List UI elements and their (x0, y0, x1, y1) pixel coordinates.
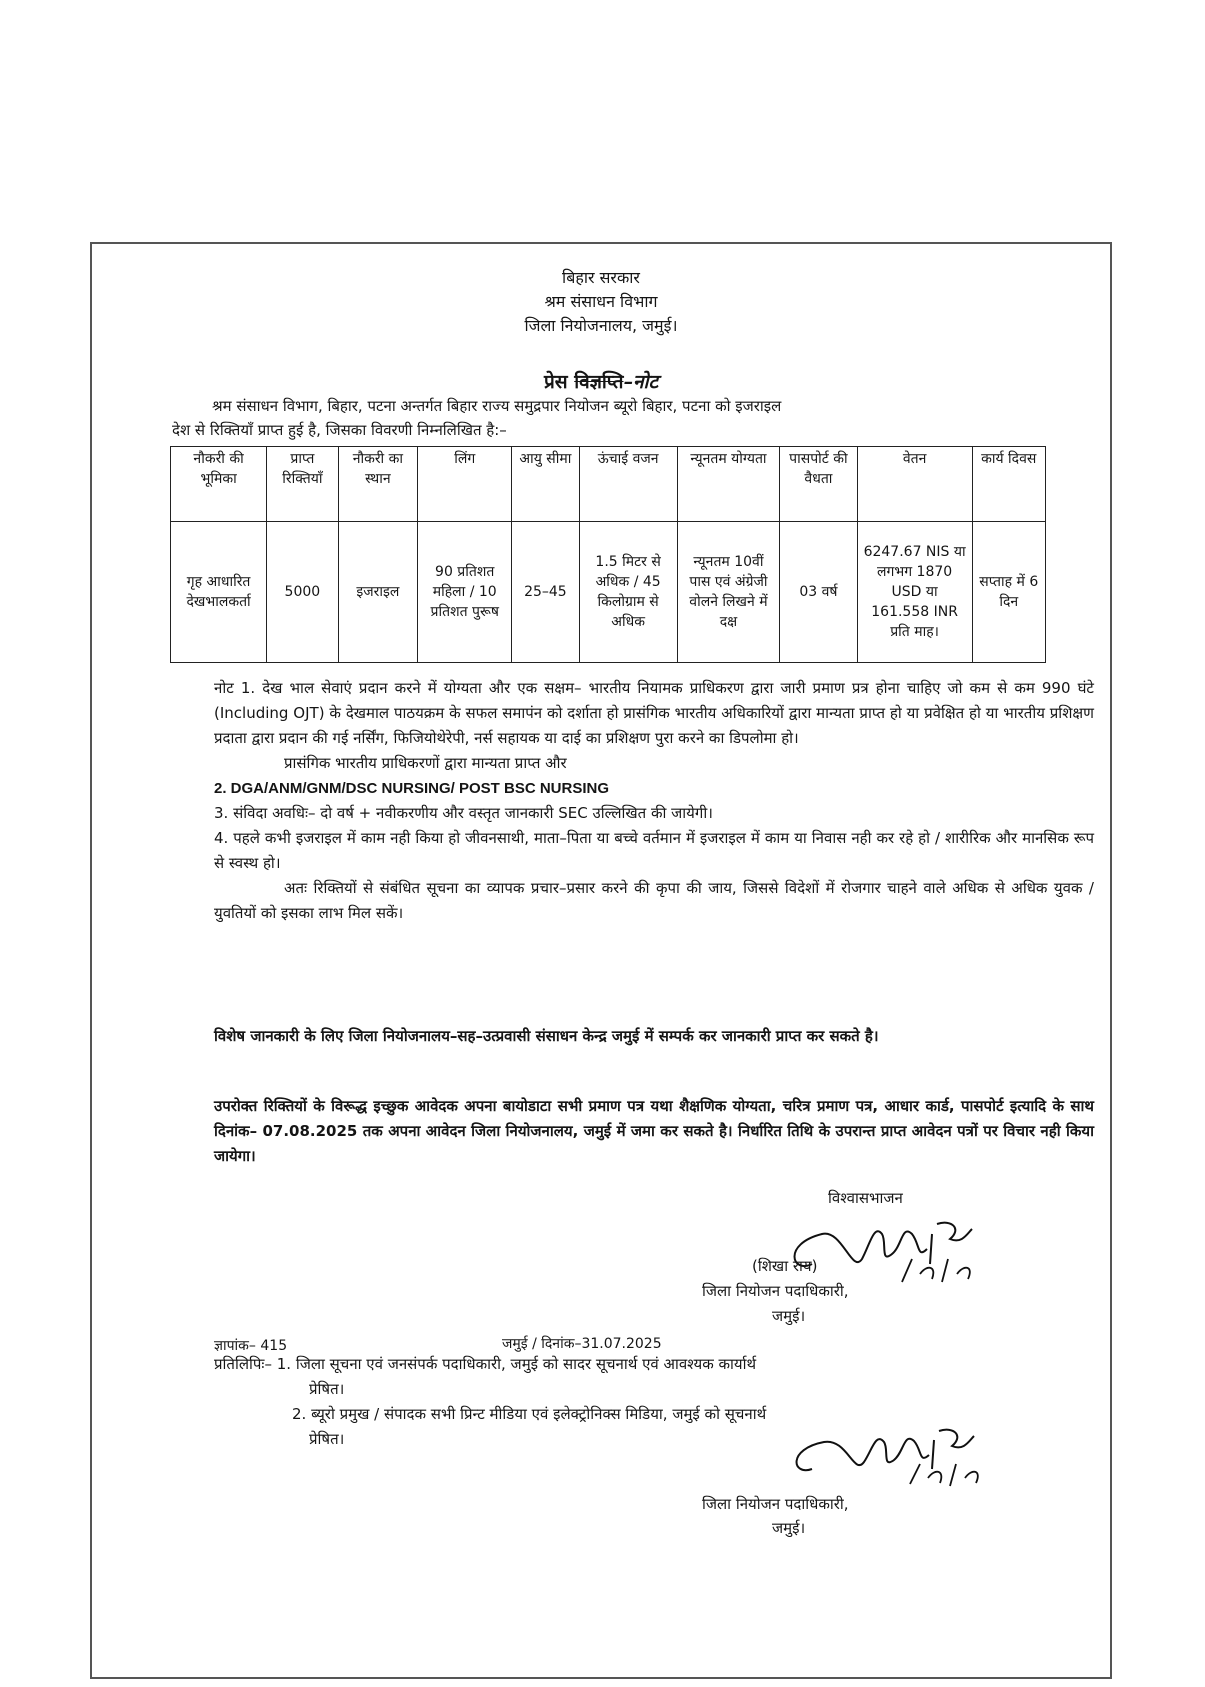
table-cell: 03 वर्ष (780, 522, 858, 663)
table-cell: 90 प्रतिशत महिला / 10 प्रतिशत पुरूष (418, 522, 512, 663)
notes-section (214, 676, 1094, 926)
appeal-paragraph: अतः रिक्तियों से संबंधित सूचना का व्यापक प्रचार–प्रसार करने की कृपा की जाय, जिससे विदेशों में रोजगार चाहने वाले अधिक से अधिक युवक / युवतियों को इसका लाभ मिल सकें। (214, 879, 1094, 922)
signatory-name: (शिखा राय) (752, 1257, 818, 1275)
table-cell: न्यूनतम 10वीं पास एवं अंग्रेजी वोलने लिखने में दक्ष (677, 522, 779, 663)
memo-date: जमुई / दिनांक–31.07.2025 (502, 1336, 662, 1352)
title-handwritten: –नोट (623, 371, 659, 393)
table-cell: गृह आधारित देखभालकर्ता (171, 522, 267, 663)
note-2: 2. DGA/ANM/GNM/DSC NURSING/ POST BSC NURSING (214, 780, 610, 797)
copy-item-1b: प्रेषित। (309, 1380, 345, 1398)
table-header-cell: पासपोर्ट की वैधता (780, 447, 858, 522)
table-header-cell: नौकरी की भूमिका (171, 447, 267, 522)
table-header-cell: लिंग (418, 447, 512, 522)
table-row (171, 522, 1046, 663)
table-cell: 5000 (267, 522, 338, 663)
note-3: 3. संविदा अवधिः– दो वर्ष + नवीकरणीय और वस्तृत जानकारी SEC उल्लिखित की जायेगी। (214, 804, 713, 822)
table-header-cell: कार्य दिवस (972, 447, 1046, 522)
document-title (92, 368, 1110, 394)
closing-text: विश्वासभाजन (828, 1189, 903, 1207)
table-header-cell: आयु सीमा (512, 447, 579, 522)
signatory-place: जमुई। (772, 1307, 806, 1325)
table-cell: सप्ताह में 6 दिन (972, 522, 1046, 663)
copy-label: प्रतिलिपिः– (214, 1355, 272, 1373)
signatory-designation: जिला नियोजन पदाधिकारी, (702, 1282, 849, 1300)
header-line-govt: बिहार सरकार (562, 268, 640, 287)
header-line-office: जिला नियोजनालय, जमुई। (524, 316, 678, 335)
title-typed: प्रेस (543, 371, 568, 393)
header-line-dept: श्रम संसाधन विभाग (544, 292, 658, 311)
table-header-cell: प्राप्त रिक्तियाँ (267, 447, 338, 522)
signature-image-2 (762, 1414, 1012, 1494)
apply-paragraph: उपरोक्त रिक्तियों के विरूद्ध इच्छुक आवेदक अपना बायोडाटा सभी प्रमाण पत्र यथा शैक्षणिक योग्यता, चरित्र प्रमाण पत्र, आधार कार्ड, पासपोर्ट इत्यादि के साथ दिनांक– 07.08.2025 तक अपना आवेदन जिला नियोजनालय, जमुई में जमा कर सकते है। निर्धारित तिथि के उपरान्त प्राप्त आवेदन पत्रों पर विचार नही किया जायेगा। (214, 1097, 1094, 1165)
memo-number: ज्ञापांक– 415 (214, 1338, 288, 1354)
intro-paragraph (172, 394, 1092, 442)
title-struck: विज्ञप्ति (574, 371, 624, 393)
table-header-row (171, 447, 1046, 522)
copy-item-1: प्रतिलिपिः– 1. जिला सूचना एवं जनसंपर्क पदाधिकारी, जमुई को सादर सूचनार्थ एवं आवश्यक कार्यार्थ (214, 1355, 757, 1373)
note-4: 4. पहले कभी इजराइल में काम नही किया हो जीवनसाथी, माता–पिता या बच्चे वर्तमान में इजराइल में काम या निवास नही कर रहे हो / शारीरिक और मानसिक रूप से स्वस्थ हो। (214, 829, 1094, 872)
intro-line-2: देश से रिक्तियाँ प्राप्त हुई है, जिसका विवरणी निम्नलिखित है:– (172, 421, 507, 439)
signatory-place-2: जमुई। (772, 1519, 806, 1537)
table-header-cell: नौकरी का स्थान (338, 447, 418, 522)
info-paragraph: विशेष जानकारी के लिए जिला नियोजनालय–सह–उत्प्रवासी संसाधन केन्द्र जमुई में सम्पर्क कर जानकारी प्राप्त कर सकते है। (214, 1027, 879, 1045)
copy-item-2b: प्रेषित। (309, 1430, 345, 1448)
note-1b: प्रासंगिक भारतीय प्राधिकरणों द्वारा मान्यता प्राप्त और (284, 754, 567, 772)
document-page (90, 242, 1112, 1679)
table-cell: 1.5 मिटर से अधिक / 45 किलोग्राम से अधिक (579, 522, 677, 663)
signatory-designation-2: जिला नियोजन पदाधिकारी, (702, 1495, 849, 1513)
table-cell: 6247.67 NIS या लगभग 1870 USD या 161.558 INR प्रति माह। (857, 522, 972, 663)
note-1: नोट 1. देख भाल सेवाएं प्रदान करने में योग्यता और एक सक्षम– भारतीय नियामक प्राधिकरण द्वारा जारी प्रमाण प्रत्र होना चाहिए जो कम से कम 990 घंटे (Including OJT) के देखमाल पाठयक्रम के सफल समापंन को दर्शाता हो प्रासंगिक भारतीय अधिकारियों द्वारा मान्यता प्राप्त हो या प्रवेक्षित हो या भारतीय प्रशिक्षण प्रदाता द्वारा प्रदान की गई नर्सिंग, फिजियोथेरेपी, नर्स सहायक या दाई का प्रशिक्षण पुरा करने का डिपलोमा हो। (214, 679, 1094, 747)
table-header-cell: वेतन (857, 447, 972, 522)
table-cell: 25–45 (512, 522, 579, 663)
intro-line-1: श्रम संसाधन विभाग, बिहार, पटना अन्तर्गत बिहार राज्य समुद्रपार नियोजन ब्यूरो बिहार, पटना को इजराइल (212, 397, 782, 415)
table-header-cell: न्यूनतम योग्यता (677, 447, 779, 522)
table-cell: इजराइल (338, 522, 418, 663)
vacancy-table (170, 446, 1046, 663)
table-header-cell: ऊंचाई वजन (579, 447, 677, 522)
copy-item-2: 2. ब्यूरो प्रमुख / संपादक सभी प्रिन्ट मीडिया एवं इलेक्ट्रोनिक्स मिडिया, जमुई को सूचनार्थ (292, 1405, 767, 1423)
